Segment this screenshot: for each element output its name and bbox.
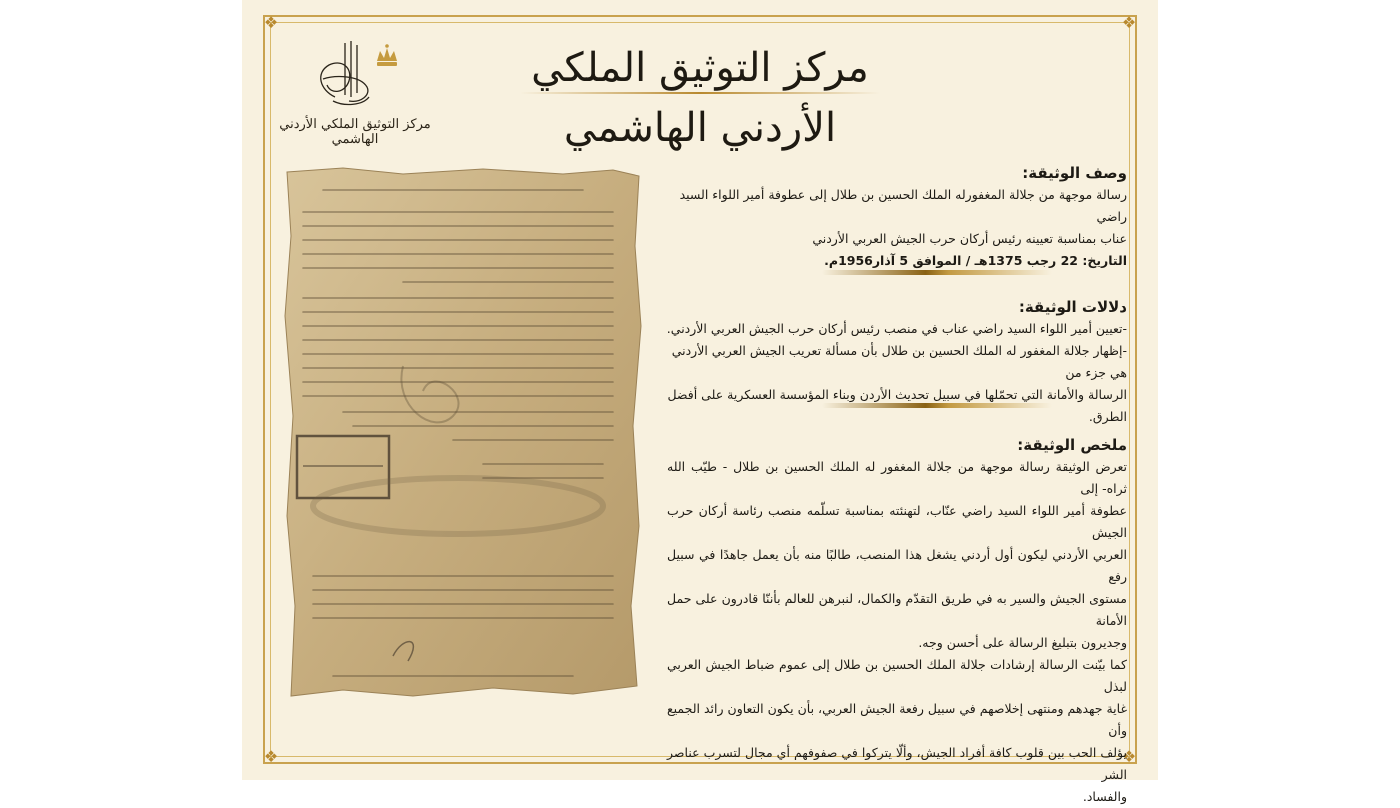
summary-title: ملخص الوثيقة: [1017, 436, 1127, 454]
title-underline [520, 92, 880, 94]
description-title: وصف الوثيقة: [1022, 164, 1127, 182]
significance-title: دلالات الوثيقة: [1018, 298, 1127, 316]
significance-line: -إظهار جلالة المغفور له الملك الحسين بن طلال بأن مسألة تعريب الجيش العربي الأردني هي جزء من [671, 343, 1127, 380]
crown-icon [377, 44, 397, 66]
corner-ornament-icon: ❖ [1121, 13, 1137, 32]
summary-line: والفساد. [1082, 789, 1127, 804]
significance-section [657, 296, 1127, 428]
summary-section [667, 434, 1127, 808]
summary-line: عطوفة أمير اللواء السيد راضي عنّاب، لتهنئته بمناسبة تسلّمه منصب رئاسة أركان حرب الجيش [667, 503, 1127, 540]
summary-line: غاية جهدهم ومنتهى إخلاصهم في سبيل رفعة الجيش العربي، بأن يكون التعاون رائد الجميع وأن [667, 701, 1127, 738]
summary-line: كما بيّنت الرسالة إرشادات جلالة الملك الحسين بن طلال إلى عموم ضباط الجيش العربي لبذل [667, 657, 1127, 694]
summary-line: تعرض الوثيقة رسالة موجهة من جلالة المغفور له الملك الحسين بن طلال - طيّب الله ثراه- إلى [667, 459, 1127, 496]
logo-caption: مركز التوثيق الملكي الأردني الهاشمي [279, 117, 431, 147]
summary-line: وجديرون بتبليغ الرسالة على أحسن وجه. [918, 635, 1127, 650]
description-line: عناب بمناسبة تعيينه رئيس أركان حرب الجيش العربي الأردني [812, 231, 1127, 246]
corner-ornament-icon: ❖ [1121, 747, 1137, 766]
description-line: التاريخ: 22 رجب 1375هـ / الموافق 5 آذار1956م. [824, 253, 1127, 268]
significance-line: -تعيين أمير اللواء السيد راضي عناب في منصب رئيس أركان حرب الجيش العربي الأردني. [666, 321, 1127, 336]
summary-line: مستوى الجيش والسير به في طريق التقدّم والكمال، لنبرهن للعالم بأننّا قادرون على حمل الأمانة [667, 591, 1127, 628]
corner-ornament-icon: ❖ [263, 747, 279, 766]
royal-emblem-icon [305, 35, 405, 113]
gold-divider [822, 270, 1052, 275]
page-title: مركز التوثيق الملكي الأردني الهاشمي [531, 45, 869, 151]
gold-divider [822, 403, 1052, 408]
description-section [657, 162, 1127, 272]
historical-letter-image [283, 166, 643, 699]
summary-line: يؤلف الحب بين قلوب كافة أفراد الجيش، وألّا يتركوا في صفوفهم أي مجال لتسرب عناصر الشر [667, 745, 1127, 782]
description-line: رسالة موجهة من جلالة المغفورله الملك الحسين بن طلال إلى عطوفة أمير اللواء السيد راضي [679, 187, 1127, 224]
significance-line: الرسالة والأمانة التي تحمّلها في سبيل تحديث الأردن وبناء المؤسسة العسكرية على أفضل الطرق. [667, 387, 1127, 424]
summary-line: العربي الأردني ليكون أول أردني يشغل هذا المنصب، طالبًا منه بأن يعمل جاهدًا في سبيل رفع [667, 547, 1127, 584]
corner-ornament-icon: ❖ [263, 13, 279, 32]
